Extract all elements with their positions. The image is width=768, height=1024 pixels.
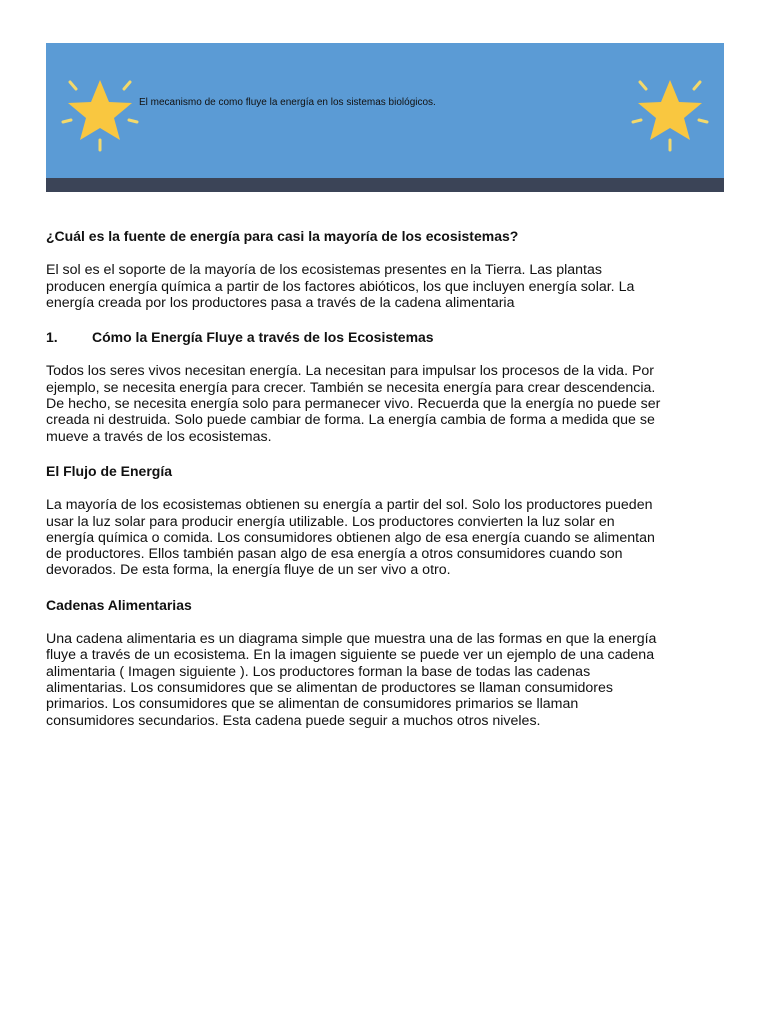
paragraph-line: devorados. De esta forma, la energía fluye de un ser vivo a otro. [46, 562, 451, 579]
paragraph-line: fluye a través de un ecosistema. En la imagen siguiente se puede ver un ejemplo de una cadena [46, 647, 655, 664]
paragraph-line: alimentarias. Los consumidores que se alimentan de productores se llaman consumidores [46, 679, 614, 696]
star-icon [630, 72, 710, 152]
document-body [46, 228, 726, 729]
paragraph-line: creada ni destruida. Solo puede cambiar de forma. La energía cambia de forma a medida que se [46, 412, 655, 429]
section-heading-cadenas: Cadenas Alimentarias [46, 596, 192, 613]
paragraph-line: energía creada por los productores pasa a través de la cadena alimentaria [46, 294, 515, 311]
paragraph-line: producen energía química a partir de los factores abióticos, los que incluyen energía solar. La [46, 278, 635, 295]
paragraph-line: alimentaria ( Imagen siguiente ). Los productores forman la base de todas las cadenas [46, 663, 591, 680]
section-heading-flujo: El Flujo de Energía [46, 462, 173, 479]
header-banner-strip [46, 178, 724, 192]
section-number: 1. [46, 329, 58, 346]
paragraph-line: consumidores secundarios. Esta cadena puede seguir a muchos otros niveles. [46, 712, 541, 729]
header-banner [46, 43, 724, 178]
paragraph-line: usar la luz solar para producir energía utilizable. Los productores convierten la luz solar en [46, 513, 615, 530]
paragraph-line: Una cadena alimentaria es un diagrama simple que muestra una de las formas en que la energía [46, 631, 657, 648]
banner-title: El mecanismo de como fluye la energía en los sistemas biológicos. [139, 97, 436, 108]
section-heading-energy-flow [46, 329, 726, 345]
paragraph-line: El sol es el soporte de la mayoría de los ecosistemas presentes en la Tierra. Las plantas [46, 262, 602, 279]
star-icon [60, 72, 140, 152]
section-title: Cómo la Energía Fluye a través de los Ecosistemas [92, 329, 434, 346]
paragraph-line: De hecho, se necesita energía solo para permanecer vivo. Recuerda que la energía no puede ser [46, 396, 661, 413]
paragraph-line: mueve a través de los ecosistemas. [46, 428, 272, 445]
paragraph-line: Todos los seres vivos necesitan energía. La necesitan para impulsar los procesos de la vida. Por [46, 363, 655, 380]
paragraph-line: primarios. Los consumidores que se alimentan de consumidores primarios se llaman [46, 696, 579, 713]
paragraph-line: La mayoría de los ecosistemas obtienen su energía a partir del sol. Solo los productores pueden [46, 497, 653, 514]
paragraph-line: de productores. Ellos también pasan algo de esa energía a otros consumidores cuando son [46, 546, 623, 563]
paragraph-line: ejemplo, se necesita energía para crecer. También se necesita energía para crear descendencia. [46, 379, 656, 396]
paragraph-line: energía química o comida. Los consumidores obtienen algo de esa energía cuando se alimentan [46, 529, 655, 546]
question-heading: ¿Cuál es la fuente de energía para casi la mayoría de los ecosistemas? [46, 228, 519, 244]
